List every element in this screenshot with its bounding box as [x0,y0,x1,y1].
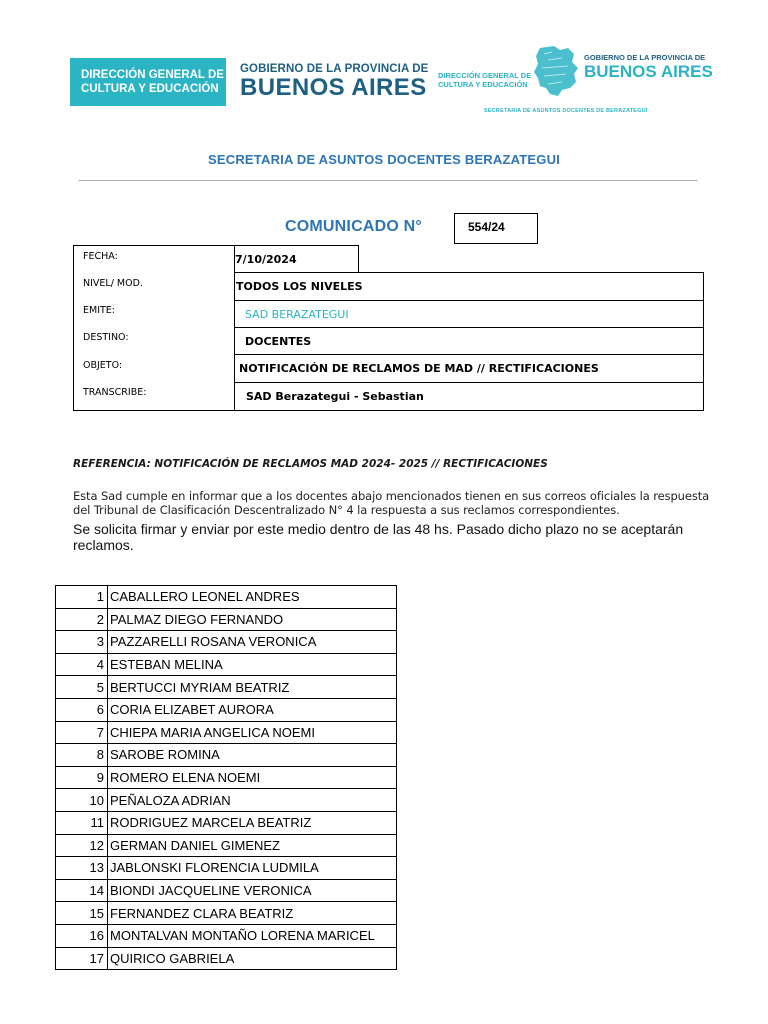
gba-logo-line2: BUENOS AIRES [240,74,427,101]
nivel-value: TODOS LOS NIVELES [234,272,704,301]
body-paragraph-2: Se solicita firmar y enviar por este medio dentro de las 48 hs. Pasado dicho plazo no se aceptarán reclamos. [73,521,684,553]
table-row [56,744,397,767]
row-number: 7 [56,721,108,744]
docente-name: PALMAZ DIEGO FERNANDO [108,608,397,631]
table-row [56,924,397,947]
row-number: 13 [56,857,108,880]
docente-name: BERTUCCI MYRIAM BEATRIZ [108,676,397,699]
table-row [56,857,397,880]
docente-name: PEÑALOZA ADRIAN [108,789,397,812]
table-row [56,721,397,744]
row-number: 17 [56,947,108,970]
row-number: 1 [56,586,108,609]
docente-name: RODRIGUEZ MARCELA BEATRIZ [108,811,397,834]
transcribe-value: SAD Berazategui - Sebastian [234,382,704,411]
referencia: REFERENCIA: NOTIFICACIÓN DE RECLAMOS MAD 2024- 2025 // RECTIFICACIONES [73,458,548,470]
gba-logo [240,63,430,101]
secretaria-title: SECRETARIA DE ASUNTOS DOCENTES BERAZATEGUI [208,152,560,167]
table-row [56,586,397,609]
docente-name: SAROBE ROMINA [108,744,397,767]
emite-value: SAD BERAZATEGUI [234,300,704,328]
row-number: 15 [56,902,108,925]
row-number: 5 [56,676,108,699]
docente-name: CHIEPA MARIA ANGELICA NOEMI [108,721,397,744]
dgce-logo [70,58,226,106]
comunicado-label: COMUNICADO N° [285,218,422,235]
row-number: 16 [56,924,108,947]
docente-name: GERMAN DANIEL GIMENEZ [108,834,397,857]
docente-name: CORIA ELIZABET AURORA [108,698,397,721]
info-table [73,245,704,411]
table-row [56,608,397,631]
docente-name: ESTEBAN MELINA [108,653,397,676]
body-paragraph-1: Esta Sad cumple en informar que a los docentes abajo mencionados tienen en sus correos oficiales la respuesta del Tribunal de Clasificación Descentralizado N° 4 la respuesta a sus reclamos correspondientes. [73,489,710,517]
row-number: 6 [56,698,108,721]
row-number: 2 [56,608,108,631]
docente-name: ROMERO ELENA NOEMI [108,766,397,789]
fecha-label: FECHA: [83,251,118,262]
row-number: 14 [56,879,108,902]
table-row [56,789,397,812]
row-number: 11 [56,811,108,834]
table-row [56,653,397,676]
docente-name: BIONDI JACQUELINE VERONICA [108,879,397,902]
row-number: 10 [56,789,108,812]
docente-name: JABLONSKI FLORENCIA LUDMILA [108,857,397,880]
names-table-body [56,586,397,970]
objeto-label: OBJETO: [83,360,123,371]
destino-value: DOCENTES [234,327,704,355]
sad-berazategui-logo [436,40,726,120]
table-row [56,811,397,834]
dgce-logo-line2: CULTURA Y EDUCACIÓN [81,83,219,95]
docente-name: FERNANDEZ CLARA BEATRIZ [108,902,397,925]
table-row [56,676,397,699]
table-row [56,902,397,925]
destino-label: DESTINO: [83,332,129,343]
table-row [56,766,397,789]
table-row [56,834,397,857]
row-number: 9 [56,766,108,789]
table-row [56,947,397,970]
comunicado-number: 554/24 [454,213,538,244]
nivel-label: NIVEL/ MOD. [83,278,143,289]
table-row [56,879,397,902]
sad-logo-dir-line2: CULTURA Y EDUCACIÓN [438,80,528,89]
docente-name: CABALLERO LEONEL ANDRES [108,586,397,609]
table-row [56,631,397,654]
docente-name: QUIRICO GABRIELA [108,947,397,970]
row-number: 8 [56,744,108,767]
emite-label: EMITE: [83,305,116,316]
sad-logo-gov [584,53,713,81]
table-row [56,698,397,721]
province-map-icon [532,44,580,100]
sad-logo-secretaria: SECRETARIA DE ASUNTOS DOCENTES DE BERAZATEGUI [484,108,648,114]
row-number: 4 [56,653,108,676]
sad-logo-gov-line2: BUENOS AIRES [584,62,713,81]
dgce-logo-line1: DIRECCIÓN GENERAL DE [81,69,224,81]
objeto-value: NOTIFICACIÓN DE RECLAMOS DE MAD // RECTIFICACIONES [234,354,704,383]
row-number: 3 [56,631,108,654]
names-table [55,585,397,970]
docente-name: MONTALVAN MONTAÑO LORENA MARICEL [108,924,397,947]
sad-logo-dir-line1: DIRECCIÓN GENERAL DE [438,71,532,80]
docente-name: PAZZARELLI ROSANA VERONICA [108,631,397,654]
fecha-value: 7/10/2024 [234,245,359,273]
row-number: 12 [56,834,108,857]
gba-logo-line1: GOBIERNO DE LA PROVINCIA DE [240,63,429,75]
header-divider [78,180,698,181]
transcribe-label: TRANSCRIBE: [83,387,147,398]
sad-logo-dir [438,71,531,89]
sad-logo-gov-line1: GOBIERNO DE LA PROVINCIA DE [584,53,706,62]
